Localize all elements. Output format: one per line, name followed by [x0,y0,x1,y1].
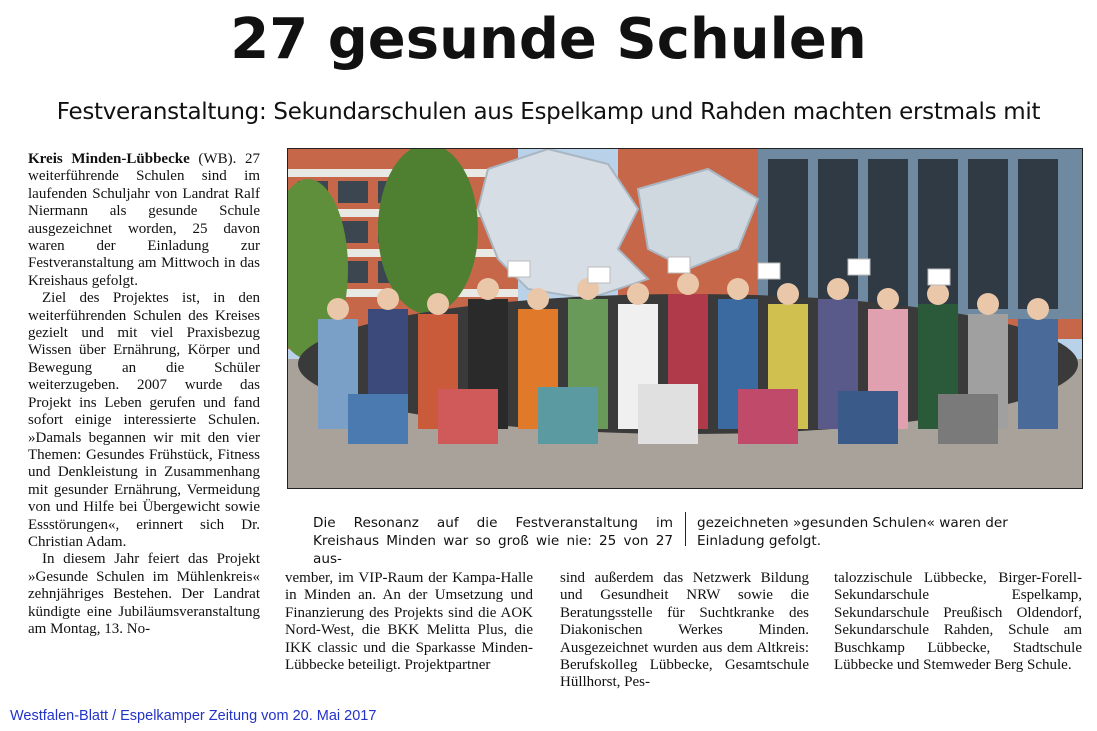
group-photo-illustration [288,149,1082,488]
source-footer: Westfalen-Blatt / Espelkamper Zeitung vom 20. Mai 2017 [10,708,377,724]
article-column-2: vember, im VIP-Raum der Kampa-Halle in Minden an. An der Umsetzung und Finanzierung des Projekts sind die AOK Nord-West, die BKK Melitta Plus, die IKK classic und die Sparkasse Minden-Lübbecke beteiligt. Projektpartner [285,570,533,674]
paragraph-text: 27 weiterführende Schulen sind im laufenden Schuljahr von Landrat Ralf Niermann als gesunde Schule ausgezeichnet worden, 25 davon waren der Einladung zur Festveranstaltung am Mittwoch in das Kreishaus gefolgt. [28,151,260,289]
headline: 27 gesunde Schulen [230,7,867,72]
dateline: Kreis Minden-Lübbecke [28,151,190,167]
article-column-4: talozzischule Lübbecke, Birger-Forell-Sekundarschule Espelkamp, Sekundarschule Preußisch Oldendorf, Sekundarschule Rahden, Schule am Buschkamp Lübbecke, Stadtschule Lübbecke und Stemweder Berg Schule. [834,570,1082,674]
article-paragraph [28,151,260,290]
photo-caption-left: Die Resonanz auf die Festveranstaltung im Kreishaus Minden war so groß wie nie: 25 von 27 aus- [313,515,673,567]
article-paragraph: In diesem Jahr feiert das Projekt »Gesunde Schulen im Mühlenkreis« zehnjähriges Bestehen. Der Landrat kündigte eine Jubiläumsveranstaltung am Montag, 13. No- [28,551,260,637]
article-column-3: sind außerdem das Netzwerk Bildung und Gesundheit NRW sowie die Beratungsstelle für Suchtkranke des Diakonischen Werkes Minden. Ausgezeichnet wurden aus dem Altkreis: Berufskolleg Lübbecke, Gesamtschule Hüllhorst, Pes- [560,570,809,691]
photo-caption-right: gezeichneten »gesunden Schulen« waren der Einladung gefolgt. [697,515,1008,549]
group-photo [287,148,1083,489]
dateline-agency: (WB). [189,151,237,167]
article-paragraph: Ziel des Projektes ist, in den weiterführenden Schulen des Kreises gezielt und mit viel Praxisbezug Wissen über Ernährung, Körper und Bewegung an die Schüler weiterzugeben. 2007 wurde das Projekt ins Leben gerufen und fand sofort einige interessierte Schulen. »Damals begannen wir mit den vier Themen: Gesundes Frühstück, Fitness und Denkleistung in Zusammenhang mit gesunder Ernährung, Vermeidung von und Hilfe bei Übergewicht sowie Essstörungen«, erinnert sich Dr. Christian Adam. [28,290,260,550]
caption-divider [685,512,686,546]
article-column-1 [28,151,260,638]
subheadline: Festveranstaltung: Sekundarschulen aus Espelkamp und Rahden machten erstmals mit [56,99,1041,125]
